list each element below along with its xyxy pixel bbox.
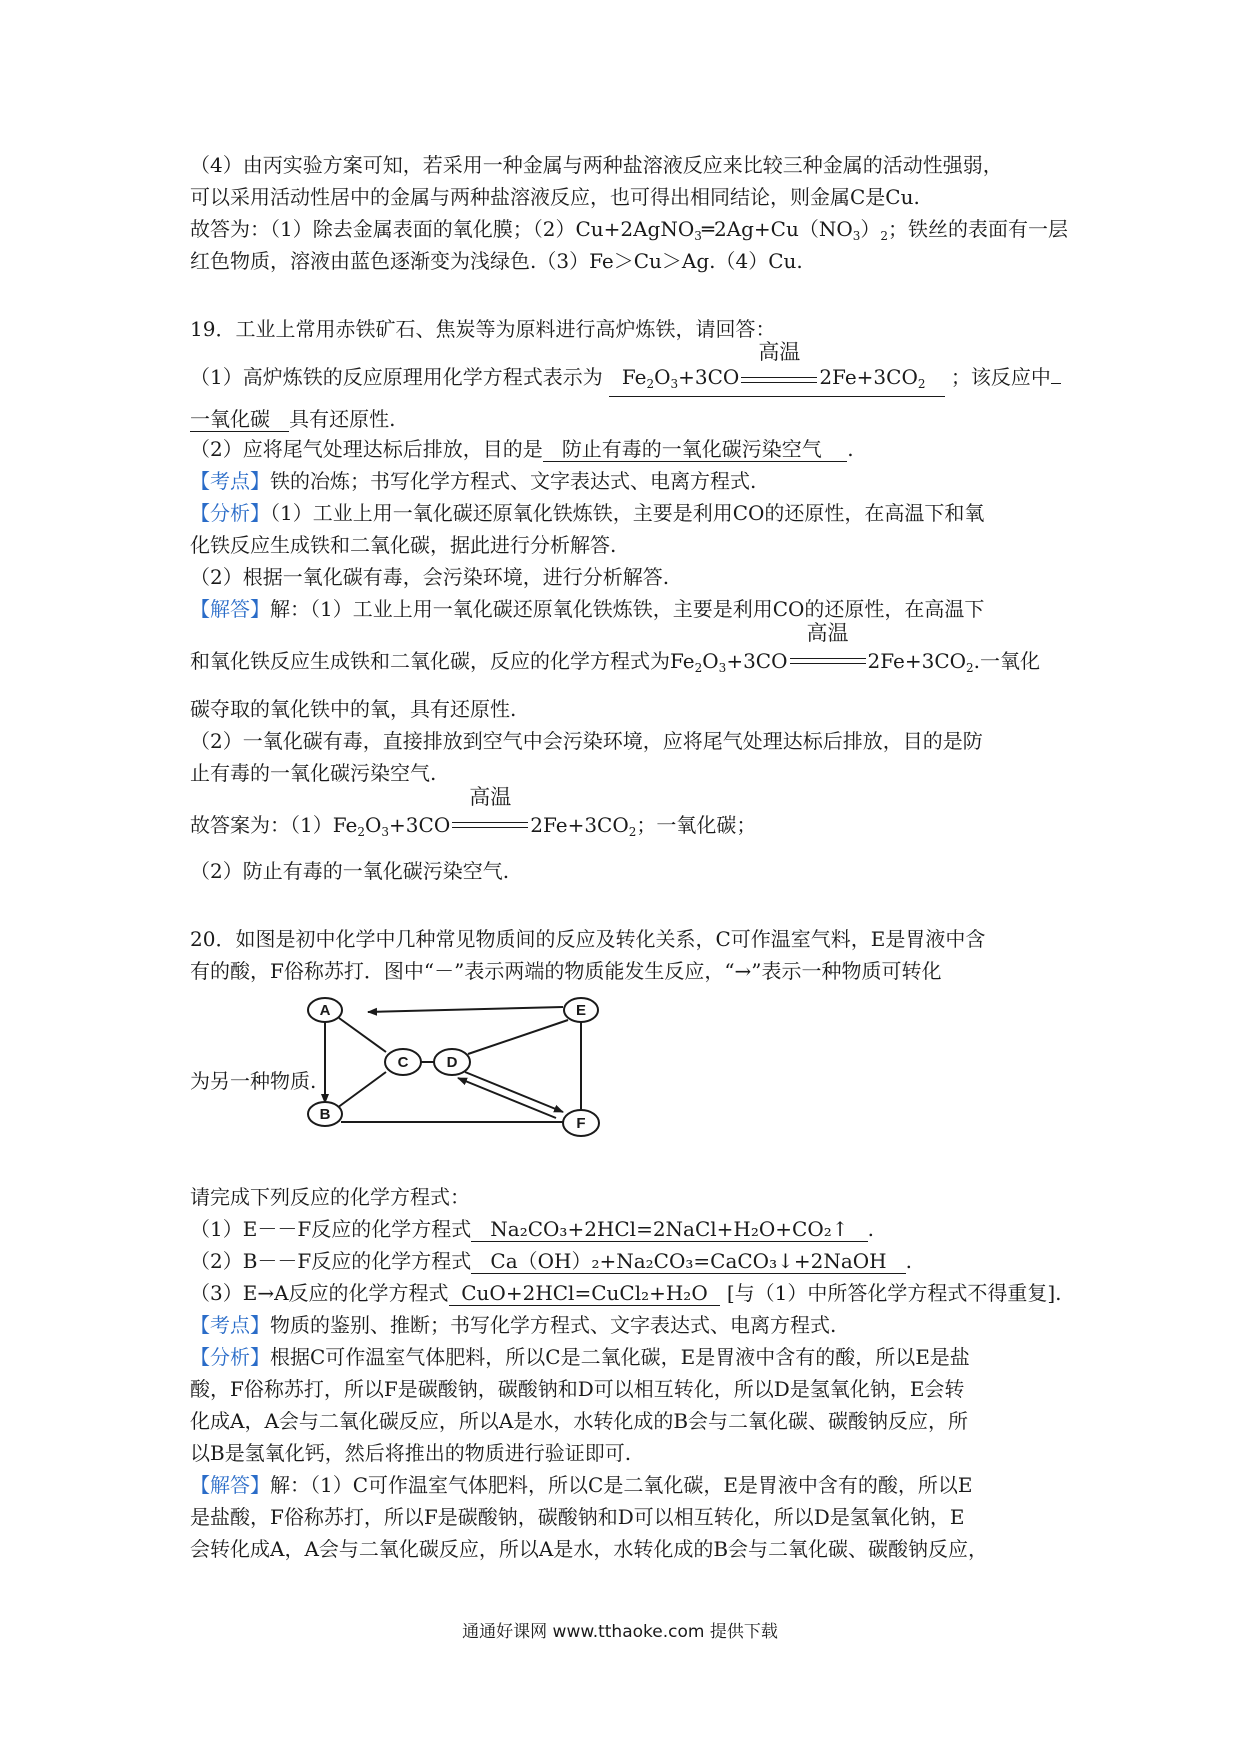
jieda-tag: 【解答】: [190, 1473, 270, 1497]
text-line: 请完成下列反应的化学方程式：: [190, 1185, 470, 1209]
edge-a-c: [339, 1018, 386, 1052]
eq-lhs: $Fe_2O_3+3CO$: [621, 365, 740, 391]
eq-rhs: $2Fe+3CO_2$: [867, 649, 974, 675]
answer-blank: Na₂CO₃+2HCl=2NaCl+H₂O+CO₂↑: [471, 1217, 867, 1242]
question-19-part1-cont: [190, 404, 395, 434]
edge-e-d: [468, 1020, 568, 1054]
answer-blank: CuO+2HCl=CuCl₂+H₂O: [449, 1281, 721, 1306]
subscript: 2: [880, 229, 889, 243]
jieda-line: 【解答】解：（1）C可作温室气体肥料，所以C是二氧化碳，E是胃液中含有的酸，所以E: [190, 1473, 973, 1497]
answer-blank-start: [1051, 383, 1061, 384]
text-line: 以B是氢氧化钙，然后将推出的物质进行验证即可.: [190, 1441, 632, 1465]
question-19-part1: [190, 340, 1061, 397]
reaction-diagram: [319, 992, 638, 1150]
text-line: 化铁反应生成铁和二氧化碳，据此进行分析解答.: [190, 533, 617, 557]
answer-line-3: （3）E→A反应的化学方程式 CuO+2HCl=CuCl₂+H₂O [与（1）中所答化学方程式不得重复].: [190, 1281, 1062, 1305]
kaodian-tag: 【考点】: [190, 469, 270, 493]
text-span: ）: [860, 217, 881, 241]
text-span: ═2Ag+Cu（NO: [701, 217, 853, 241]
text-span: 故答为：（1）除去金属表面的氧化膜；（2）Cu+2AgNO: [190, 217, 695, 241]
answer-blank-equation: [609, 340, 944, 397]
kaodian-line: 【考点】物质的鉴别、推断；书写化学方程式、文字表达式、电离方程式.: [190, 1313, 837, 1337]
text-line: 碳夺取的氧化铁中的氧，具有还原性.: [190, 697, 517, 721]
jieda-line: 【解答】解：（1）工业上用一氧化碳还原氧化铁炼铁，主要是利用CO的还原性，在高温下: [190, 597, 985, 621]
answer-line: 故答案为：$(1)Fe_2O_3+3CO$ 高温 $2Fe+3CO_2$；一氧化碳；: [190, 785, 757, 839]
node-e-label: E: [575, 1002, 587, 1019]
edge-d-f: [465, 1072, 563, 1112]
answer-blank: 防止有毒的一氧化碳污染空气: [543, 437, 848, 462]
text-line: 和氧化铁反应生成铁和二氧化碳，反应的化学方程式为$Fe_2O_3+3CO$ 高温 $2Fe+3CO_2$.一氧化: [190, 621, 1041, 675]
reaction-condition-arrow: 高温: [450, 810, 530, 840]
text-line: 酸，F俗称苏打，所以F是碳酸钠，碳酸钠和D可以相互转化，所以D是氢氧化钠，E会转: [190, 1377, 965, 1401]
question-20-title: 20．如图是初中化学中几种常见物质间的反应及转化关系，C可作温室气料，E是胃液中含: [190, 927, 986, 951]
edge-b-c: [337, 1072, 386, 1108]
text-line: （2）防止有毒的一氧化碳污染空气.: [190, 859, 510, 883]
text-line: 会转化成A，A会与二氧化碳反应，所以A是水，水转化成的B会与二氧化碳、碳酸钠反应，: [190, 1537, 989, 1561]
fenxi-line: 【分析】（1）工业上用一氧化碳还原氧化铁炼铁，主要是利用CO的还原性，在高温下和氧: [190, 501, 985, 525]
edge-f-d: [458, 1078, 556, 1118]
text-line: 止有毒的一氧化碳污染空气.: [190, 761, 437, 785]
text-span: （1）高炉炼铁的反应原理用化学方程式表示为: [190, 365, 603, 389]
answer-blank: 一氧化碳: [190, 407, 289, 432]
text-span: .: [847, 437, 854, 461]
page-footer: 通通好课网 www.tthaoke.com 提供下载: [462, 1622, 778, 1642]
eq-lhs: $Fe_2O_3+3CO$: [332, 813, 451, 839]
text-line: 红色物质，溶液由蓝色逐渐变为浅绿色.（3）Fe＞Cu＞Ag.（4）Cu.: [190, 249, 803, 273]
text-line: 是盐酸，F俗称苏打，所以F是碳酸钠，碳酸钠和D可以相互转化，所以D是氢氧化钠，E: [190, 1505, 965, 1529]
node-a-label: A: [319, 1002, 331, 1019]
reaction-condition-arrow: 高温: [739, 365, 819, 395]
node-d-label: D: [446, 1054, 458, 1071]
kaodian-line: 【考点】铁的冶炼；书写化学方程式、文字表达式、电离方程式.: [190, 469, 757, 493]
answer-line-1: （1）E－－F反应的化学方程式 Na₂CO₃+2HCl=2NaCl+H₂O+CO₂↑ .: [190, 1217, 874, 1241]
reaction-condition-arrow: 高温: [788, 646, 868, 676]
text-line: 可以采用活动性居中的金属与两种盐溶液反应，也可得出相同结论，则金属C是Cu.: [190, 185, 920, 209]
kaodian-tag: 【考点】: [190, 1313, 270, 1337]
eq-rhs: $2Fe+3CO_2$: [530, 813, 637, 839]
fenxi-line: 【分析】根据C可作温室气体肥料，所以C是二氧化碳，E是胃液中含有的酸，所以E是盐: [190, 1345, 970, 1369]
text-line: （2）一氧化碳有毒，直接排放到空气中会污染环境，应将尾气处理达标后排放，目的是防: [190, 729, 983, 753]
answer-blank: Ca（OH）₂+Na₂CO₃=CaCO₃↓+2NaOH: [471, 1249, 905, 1274]
text-line: 化成A，A会与二氧化碳反应，所以A是水，水转化成的B会与二氧化碳、碳酸钠反应，所: [190, 1409, 969, 1433]
text-line: （4）由丙实验方案可知，若采用一种金属与两种盐溶液反应来比较三种金属的活动性强弱，: [190, 153, 1003, 177]
question-19-title: 19．工业上常用赤铁矿石、焦炭等为原料进行高炉炼铁，请回答：: [190, 317, 776, 341]
text-span: （2）应将尾气处理达标后排放，目的是: [190, 437, 543, 461]
edge-e-a: [368, 1007, 563, 1012]
node-b-label: B: [319, 1106, 331, 1123]
subscript: 3: [694, 229, 702, 243]
jieda-tag: 【解答】: [190, 597, 270, 621]
text-span: ；铁丝的表面有一层: [888, 217, 1069, 241]
fenxi-tag: 【分析】: [190, 501, 270, 525]
text-line: 有的酸，F俗称苏打．图中“－”表示两端的物质能发生反应，“→”表示一种物质可转化: [190, 959, 942, 983]
text-line: 为另一种物质.: [190, 1069, 317, 1093]
subscript: 3: [852, 229, 861, 243]
fenxi-tag: 【分析】: [190, 1345, 270, 1369]
answer-line-2: （2）B－－F反应的化学方程式 Ca（OH）₂+Na₂CO₃=CaCO₃↓+2NaOH .: [190, 1249, 913, 1273]
question-19-part2: [190, 434, 854, 464]
eq-lhs: $Fe_2O_3+3CO$: [670, 649, 788, 675]
eq-rhs: $2Fe+3CO_2$: [819, 365, 926, 391]
node-c-label: C: [397, 1054, 409, 1071]
node-f-label: F: [576, 1115, 586, 1132]
text-line: （2）根据一氧化碳有毒，会污染环境，进行分析解答.: [190, 565, 670, 589]
text-span: 具有还原性.: [289, 407, 396, 431]
text-span: ；该反应中: [950, 365, 1051, 389]
